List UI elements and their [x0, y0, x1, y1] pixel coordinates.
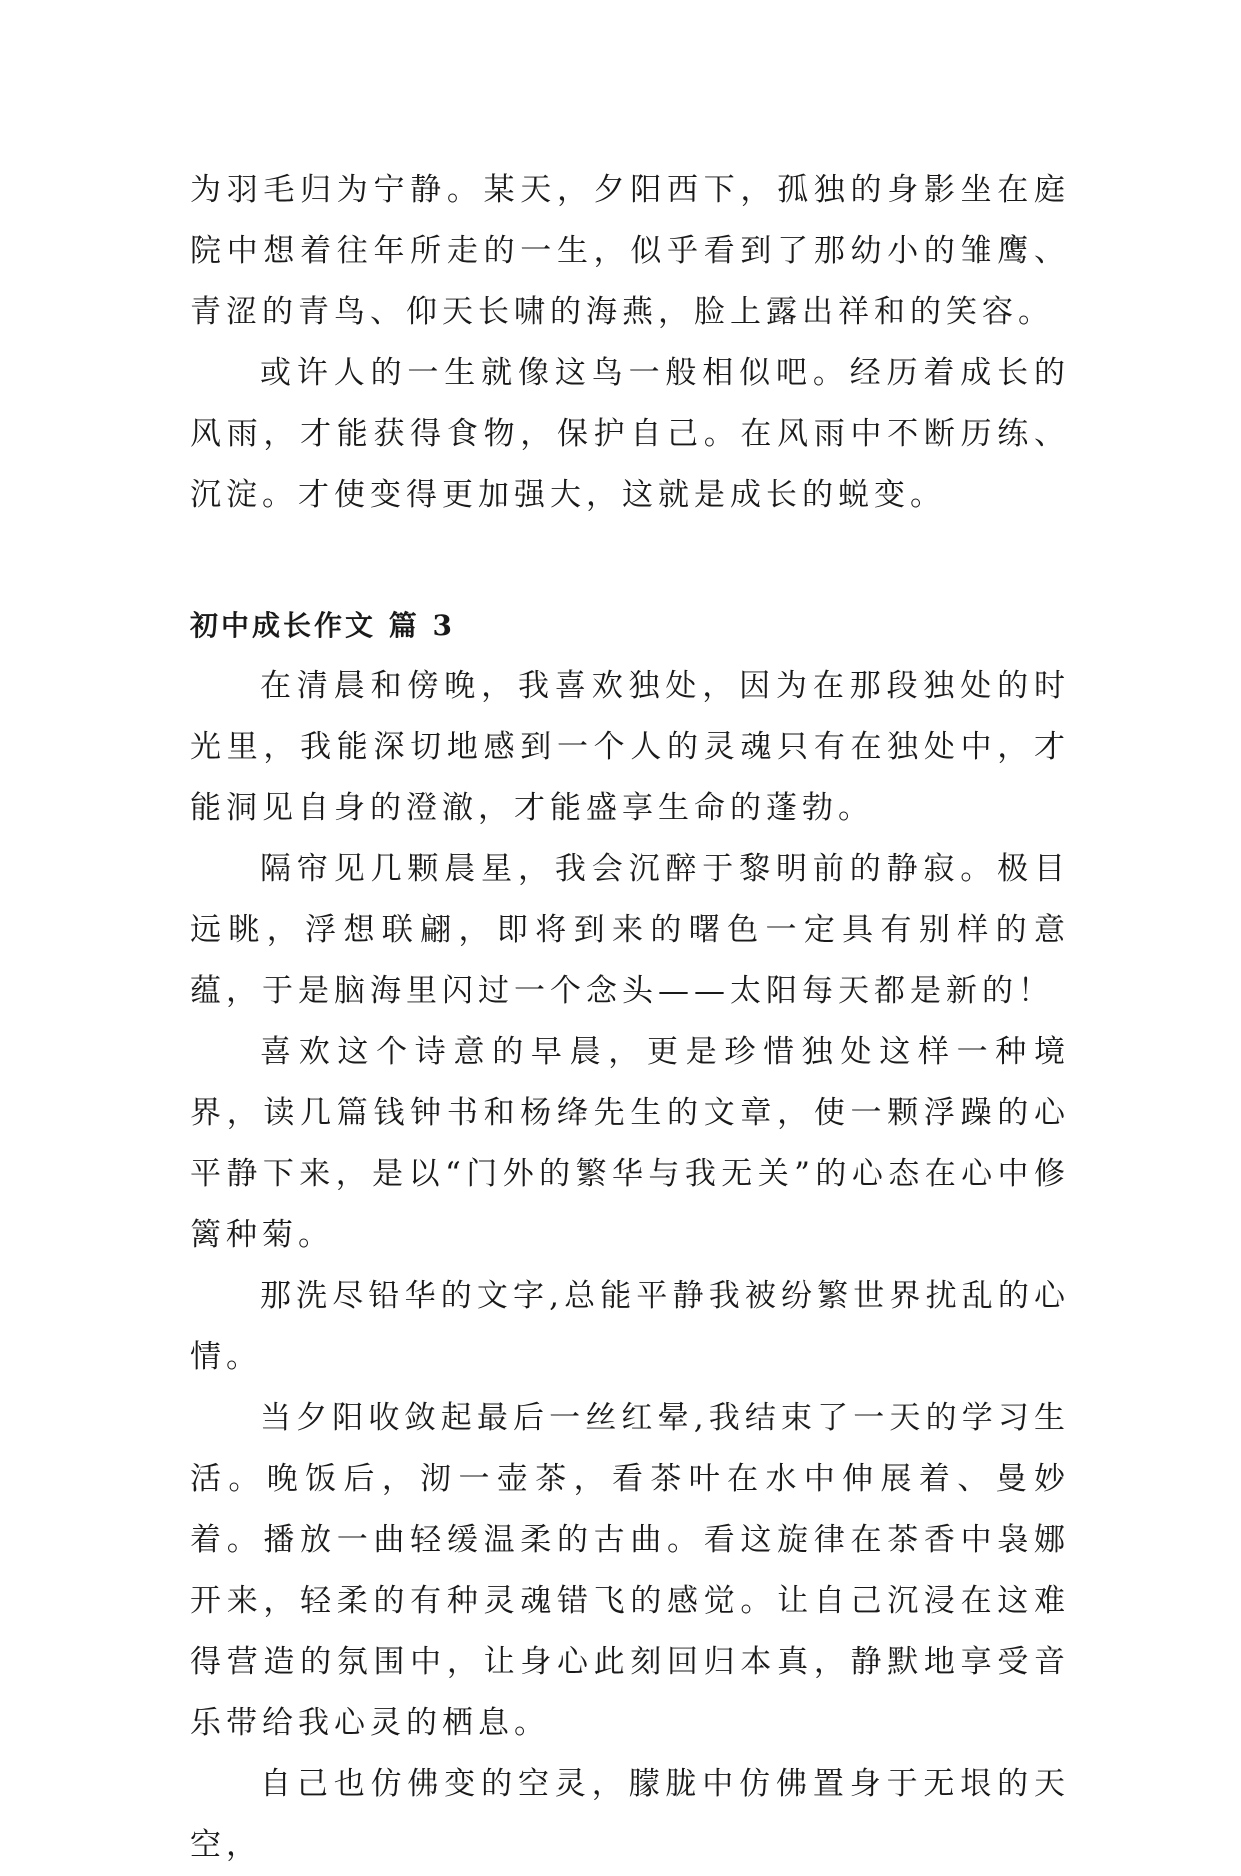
- paragraph: 喜欢这个诗意的早晨，更是珍惜独处这样一种境界，读几篇钱钟书和杨绛先生的文章，使一颗浮躁的心平静下来，是以“门外的繁华与我无关”的心态在心中修篱种菊。: [190, 1034, 1070, 1253]
- document-page: [190, 160, 1070, 1876]
- paragraph: 自己也仿佛变的空灵，朦胧中仿佛置身于无垠的天空，: [190, 1766, 1070, 1863]
- paragraph: 隔帘见几颗晨星，我会沉醉于黎明前的静寂。极目远眺，浮想联翩，即将到来的曙色一定具有别样的意蕴，于是脑海里闪过一个念头——太阳每天都是新的！: [190, 851, 1070, 1009]
- section-heading: 初中成长作文 篇 3: [190, 609, 455, 642]
- paragraph: 当夕阳收敛起最后一丝红晕,我结束了一天的学习生活。晚饭后，沏一壶茶，看茶叶在水中伸展着、曼妙着。播放一曲轻缓温柔的古曲。看这旋律在茶香中袅娜开来，轻柔的有种灵魂错飞的感觉。让自己沉浸在这难得营造的氛围中，让身心此刻回归本真，静默地享受音乐带给我心灵的栖息。: [190, 1400, 1070, 1741]
- paragraph: 或许人的一生就像这鸟一般相似吧。经历着成长的风雨，才能获得食物，保护自己。在风雨中不断历练、沉淀。才使变得更加强大，这就是成长的蜕变。: [190, 355, 1070, 513]
- paragraph: 在清晨和傍晚，我喜欢独处，因为在那段独处的时光里，我能深切地感到一个人的灵魂只有在独处中，才能洞见自身的澄澈，才能盛享生命的蓬勃。: [190, 668, 1070, 826]
- paragraph: 那洗尽铅华的文字,总能平静我被纷繁世界扰乱的心情。: [190, 1278, 1070, 1375]
- paragraph-continued: 为羽毛归为宁静。某天，夕阳西下，孤独的身影坐在庭院中想着往年所走的一生，似乎看到了那幼小的雏鹰、青涩的青鸟、仰天长啸的海燕，脸上露出祥和的笑容。: [190, 172, 1070, 330]
